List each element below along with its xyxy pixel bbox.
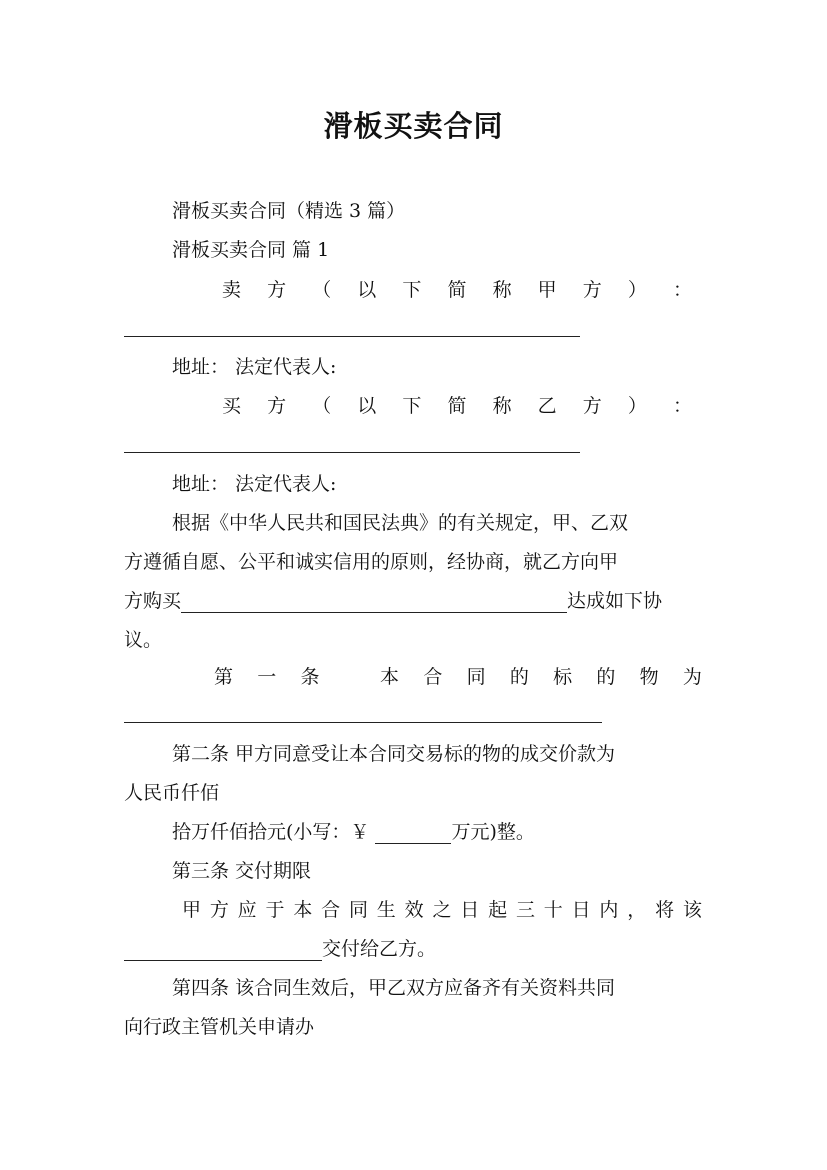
buyer-char: （ xyxy=(312,395,332,417)
seller-char: 卖 xyxy=(222,279,242,301)
document-subtitle: 滑板买卖合同（精选 3 篇） xyxy=(172,200,406,222)
buyer-address: 地址： 法定代表人: xyxy=(172,473,337,495)
buyer-char: 乙 xyxy=(537,395,557,417)
buyer-char: 方 xyxy=(267,395,287,417)
article3-char: 日 xyxy=(571,899,591,921)
article3-char: 生 xyxy=(376,899,396,921)
article3-char: 方 xyxy=(209,899,229,921)
article3-line xyxy=(182,898,702,922)
article1-char: 标 xyxy=(553,666,573,688)
article3-char: 该 xyxy=(682,899,702,921)
seller-line xyxy=(222,278,692,302)
paragraph-text: 方购买 xyxy=(124,590,182,612)
article3-char: 十 xyxy=(543,899,563,921)
article3-line2 xyxy=(124,937,702,961)
article3-char: 起 xyxy=(488,899,508,921)
article3-char: 合 xyxy=(321,899,341,921)
article1-blank xyxy=(124,722,602,723)
article3-char: 甲 xyxy=(182,899,202,921)
seller-char: 称 xyxy=(492,279,512,301)
article3-char: 于 xyxy=(265,899,285,921)
buyer-line xyxy=(222,394,692,418)
buyer-char: 下 xyxy=(402,395,422,417)
article1-char: 一 xyxy=(257,666,277,688)
seller-char: 简 xyxy=(447,279,467,301)
article1-char: 的 xyxy=(509,666,529,688)
article1-char: 第 xyxy=(214,666,234,688)
paragraph-text: 达成如下协 xyxy=(567,590,663,612)
seller-char: （ xyxy=(312,279,332,301)
article3-char: 将 xyxy=(655,899,675,921)
article3-char: ， xyxy=(627,899,647,921)
paragraph-line: 根据《中华人民共和国民法典》的有关规定，甲、乙双 xyxy=(172,512,629,534)
article1-char: 本 xyxy=(380,666,400,688)
article2-line: 人民币仟佰 xyxy=(124,782,220,804)
paragraph-line: 议。 xyxy=(124,629,163,651)
buyer-blank xyxy=(124,452,580,453)
article3-char: 效 xyxy=(404,899,424,921)
buyer-char: 简 xyxy=(447,395,467,417)
article1-char: 合 xyxy=(423,666,443,688)
paragraph-line xyxy=(124,589,702,613)
seller-char: ） xyxy=(627,279,647,301)
seller-char: 下 xyxy=(402,279,422,301)
section-heading: 滑板买卖合同 篇 1 xyxy=(172,239,330,261)
article1-char: 为 xyxy=(682,666,702,688)
article3-char: 本 xyxy=(293,899,313,921)
paragraph-line: 方遵循自愿、公平和诚实信用的原则，经协商，就乙方向甲 xyxy=(124,551,619,573)
seller-char: ： xyxy=(672,279,692,301)
purchase-blank xyxy=(181,592,567,613)
article3-text: 交付给乙方。 xyxy=(322,938,437,960)
seller-address: 地址： 法定代表人: xyxy=(172,356,337,378)
buyer-char: 买 xyxy=(222,395,242,417)
amount-text: 拾万仟佰拾元(小写：￥ xyxy=(172,821,376,843)
article1-char xyxy=(344,665,356,689)
article1-char: 条 xyxy=(300,666,320,688)
buyer-char: 以 xyxy=(357,395,377,417)
delivery-blank xyxy=(124,940,322,961)
article4-line: 向行政主管机关申请办 xyxy=(124,1016,315,1038)
article3-char: 应 xyxy=(237,899,257,921)
buyer-char: 方 xyxy=(582,395,602,417)
article3-char: 之 xyxy=(432,899,452,921)
amount-text: 万元)整。 xyxy=(451,821,535,843)
article3-char: 同 xyxy=(348,899,368,921)
buyer-char: ） xyxy=(627,395,647,417)
article3-title: 第三条 交付期限 xyxy=(172,860,312,882)
seller-char: 方 xyxy=(582,279,602,301)
seller-blank xyxy=(124,336,580,337)
seller-char: 方 xyxy=(267,279,287,301)
article1-line xyxy=(214,665,702,689)
buyer-char: ： xyxy=(672,395,692,417)
article1-char: 物 xyxy=(639,666,659,688)
document-title: 滑板买卖合同 xyxy=(323,109,504,143)
article3-char: 日 xyxy=(460,899,480,921)
article2-amount xyxy=(172,820,702,844)
article3-char: 内 xyxy=(599,899,619,921)
seller-char: 甲 xyxy=(537,279,557,301)
seller-char: 以 xyxy=(357,279,377,301)
article4-line: 第四条 该合同生效后，甲乙双方应备齐有关资料共同 xyxy=(172,977,616,999)
article3-char: 三 xyxy=(515,899,535,921)
article1-char: 的 xyxy=(596,666,616,688)
article2-line: 第二条 甲方同意受让本合同交易标的物的成交价款为 xyxy=(172,743,616,765)
buyer-char: 称 xyxy=(492,395,512,417)
article1-char: 同 xyxy=(466,666,486,688)
amount-blank xyxy=(375,823,451,844)
